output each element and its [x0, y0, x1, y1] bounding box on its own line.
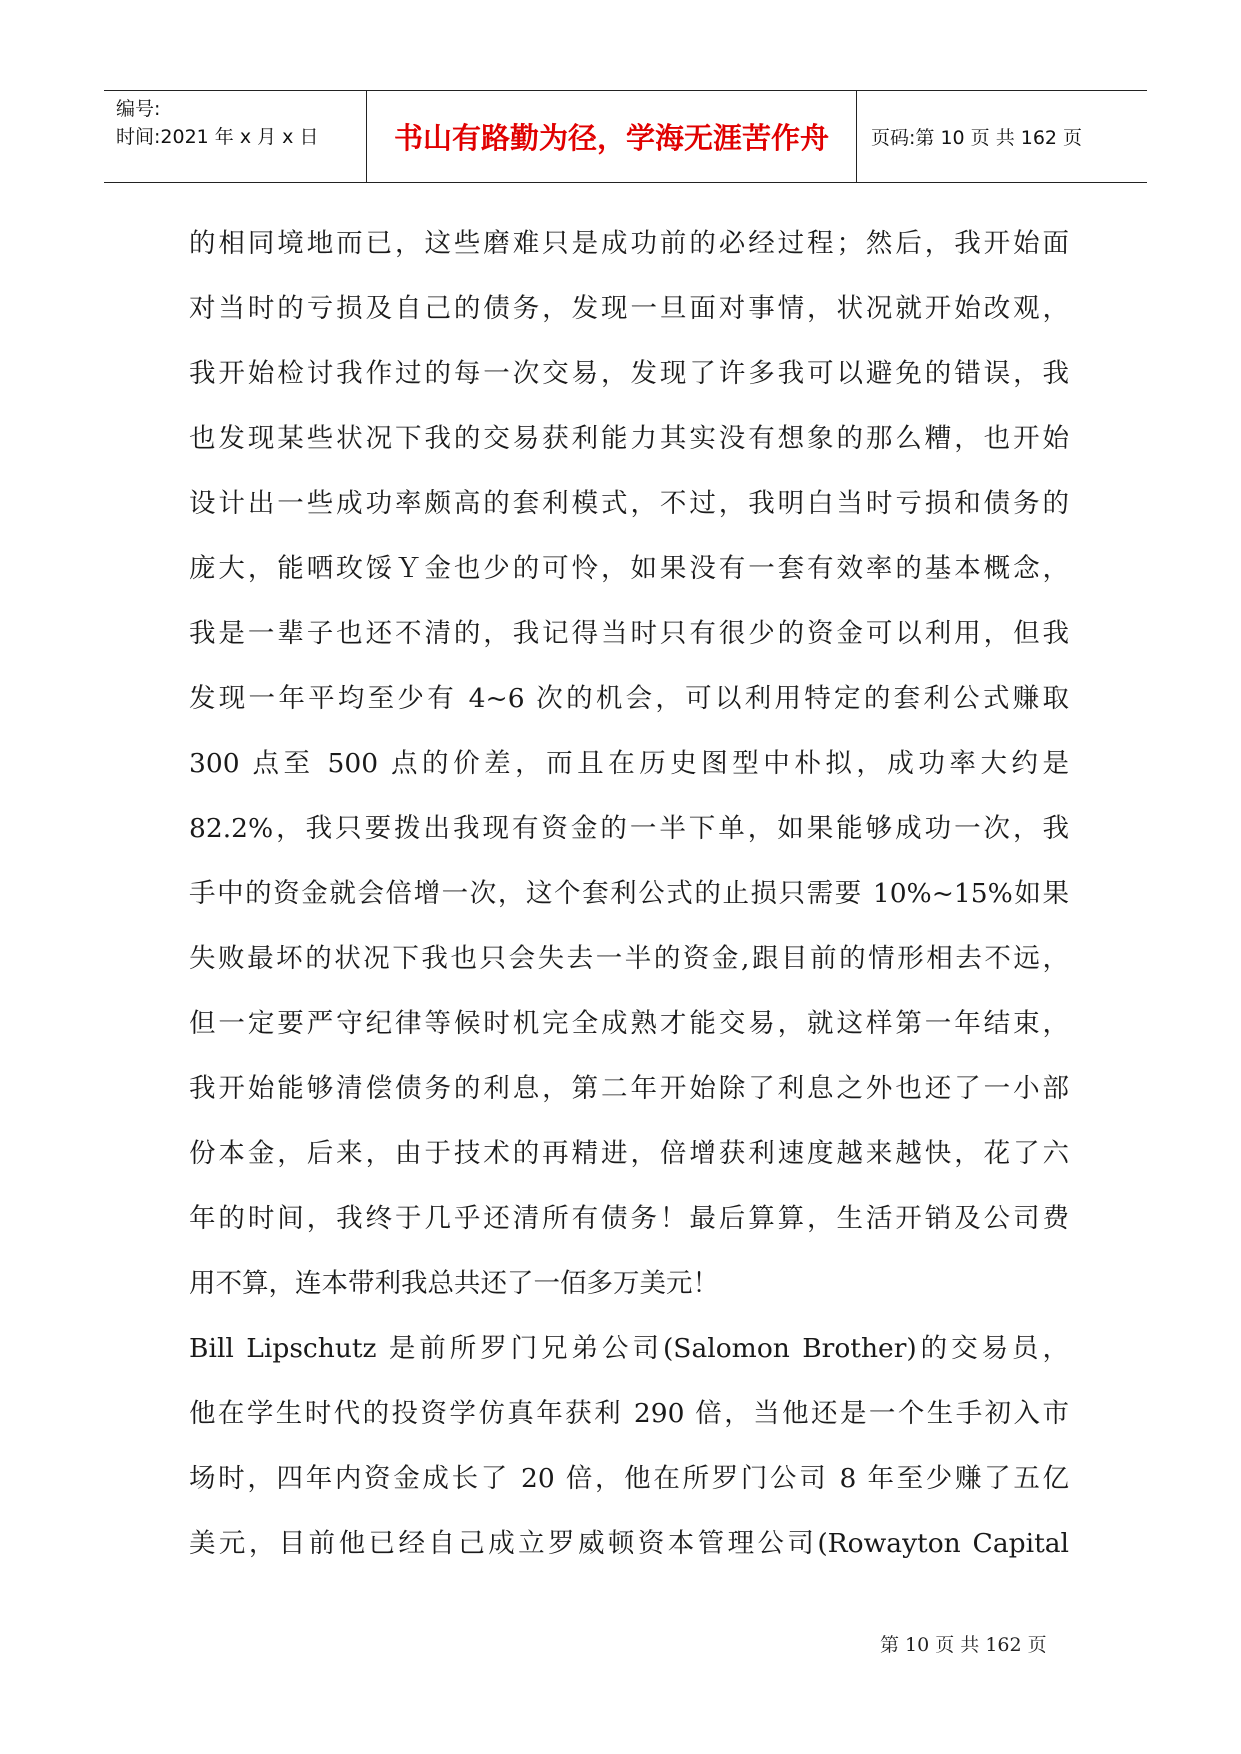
text-line: 我是一辈子也还不清的，我记得当时只有很少的资金可以利用，但我 [189, 618, 1069, 649]
text-line: 庞大，能哂玫馁Ｙ金也少的可怜，如果没有一套有效率的基本概念， [189, 553, 1069, 584]
body-text [189, 211, 1069, 1576]
text-line: 他在学生时代的投资学仿真年获利 290 倍，当他还是一个生手初入市 [189, 1398, 1069, 1429]
text-line: 我开始检讨我作过的每一次交易，发现了许多我可以避免的错误，我 [189, 358, 1069, 389]
text-line: 失败最坏的状况下我也只会失去一半的资金,跟目前的情形相去不远， [189, 943, 1069, 974]
text-line: 美元，目前他已经自己成立罗威顿资本管理公司(Rowayton Capital [189, 1528, 1069, 1559]
page-header [104, 90, 1147, 183]
doc-number-label: 编号: [116, 98, 161, 120]
text-line: 也发现某些状况下我的交易获利能力其实没有想象的那么糟，也开始 [189, 423, 1069, 454]
text-line: 300 点至 500 点的价差，而且在历史图型中朴拟，成功率大约是 [189, 748, 1069, 779]
header-page-label: 页码:第 10 页 共 162 页 [871, 127, 1083, 149]
text-line: Bill Lipschutz 是前所罗门兄弟公司(Salomon Brother)的交易员， [189, 1333, 1069, 1364]
page-footer: 第 10 页 共 162 页 [880, 1634, 1047, 1656]
text-line: 年的时间，我终于几乎还清所有债务！最后算算，生活开销及公司费 [189, 1203, 1069, 1234]
text-line: 82.2%，我只要拨出我现有资金的一半下单，如果能够成功一次，我 [189, 813, 1069, 844]
text-line: 的相同境地而已，这些磨难只是成功前的必经过程；然后，我开始面 [189, 228, 1069, 259]
text-line: 对当时的亏损及自己的债务，发现一旦面对事情，状况就开始改观， [189, 293, 1069, 324]
text-line: 份本金，后来，由于技术的再精进，倍增获利速度越来越快，花了六 [189, 1138, 1069, 1169]
doc-time-label: 时间:2021 年 x 月 x 日 [116, 126, 319, 148]
header-meta [104, 91, 367, 182]
text-line: 我开始能够清偿债务的利息，第二年开始除了利息之外也还了一小部 [189, 1073, 1069, 1104]
text-line: 用不算，连本带利我总共还了一佰多万美元！ [189, 1268, 719, 1299]
text-line: 发现一年平均至少有 4~6 次的机会，可以利用特定的套利公式赚取 [189, 683, 1069, 714]
header-motto: 书山有路勤为径，学海无涯苦作舟 [367, 91, 857, 182]
text-line: 但一定要严守纪律等候时机完全成熟才能交易，就这样第一年结束， [189, 1008, 1069, 1039]
text-line: 设计出一些成功率颇高的套利模式，不过，我明白当时亏损和债务的 [189, 488, 1069, 519]
text-line: 手中的资金就会倍增一次，这个套利公式的止损只需要 10%~15%如果 [189, 878, 1069, 909]
text-line: 场时，四年内资金成长了 20 倍，他在所罗门公司 8 年至少赚了五亿 [189, 1463, 1069, 1494]
